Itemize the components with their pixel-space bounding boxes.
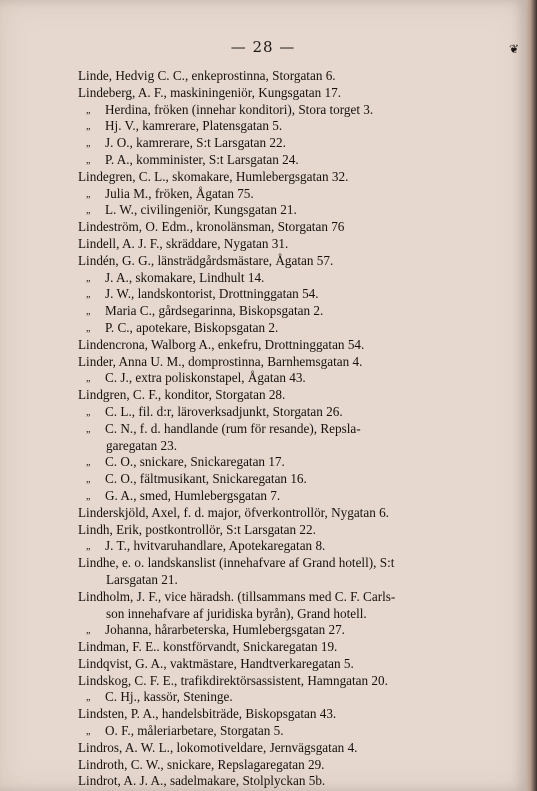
ditto-mark: „: [86, 490, 91, 502]
ditto-mark: „: [86, 138, 91, 150]
entry-text: J. T., hvitvaruhandlare, Apotekaregatan 8.: [105, 538, 326, 554]
directory-entry: [0, 135, 526, 152]
directory-entry: [0, 404, 526, 421]
directory-entry: [0, 740, 526, 757]
entry-text: O. F., måleriarbetare, Storgatan 5.: [105, 723, 284, 739]
directory-entry: [0, 656, 526, 673]
directory-entry: [0, 689, 526, 706]
entry-text: C. Hj., kassör, Steninge.: [105, 689, 233, 705]
directory-entry: [0, 555, 526, 572]
directory-entry: [0, 673, 526, 690]
page-number: — 28 —: [230, 38, 296, 56]
directory-entry: [0, 337, 526, 354]
directory-entry: [0, 186, 526, 203]
entry-text: Hj. V., kamrerare, Platensgatan 5.: [105, 118, 283, 134]
ditto-mark: „: [86, 289, 91, 301]
entry-text: C. N., f. d. handlande (rum för resande), Repsla-: [105, 420, 361, 436]
entry-text: Lindroth, C. W., snickare, Repslagaregatan 29.: [78, 756, 325, 772]
entry-text: J. A., skomakare, Lindhult 14.: [105, 269, 265, 285]
ditto-mark: „: [86, 306, 91, 318]
ditto-mark: „: [86, 121, 91, 133]
directory-entry: [0, 606, 526, 623]
entry-text: G. A., smed, Humlebergsgatan 7.: [105, 487, 281, 503]
entry-text: L. W., civilingeniör, Kungsgatan 21.: [105, 202, 297, 218]
entry-text: Julia M., fröken, Ågatan 75.: [105, 185, 254, 201]
directory-entry: [0, 572, 526, 589]
entry-text: Lindsten, P. A., handelsbiträde, Biskopsgatan 43.: [78, 706, 337, 722]
directory-entry: [0, 354, 526, 371]
directory-entry: [0, 438, 526, 455]
ditto-mark: „: [86, 205, 91, 217]
directory-entry: [0, 370, 526, 387]
directory-entry: [0, 639, 526, 656]
ditto-mark: „: [86, 457, 91, 469]
directory-entries: [0, 68, 526, 790]
entry-text: Lindrot, A. J. A., sadelmakare, Stolplyckan 5b.: [78, 773, 326, 789]
entry-text: Lindegren, C. L., skomakare, Humlebergsgatan 32.: [78, 168, 349, 184]
entry-text: C. O., fältmusikant, Snickaregatan 16.: [105, 471, 307, 487]
entry-text: Lindqvist, G. A., vaktmästare, Handtverkaregatan 5.: [78, 655, 354, 671]
entry-text: J. O., kamrerare, S:t Larsgatan 22.: [105, 135, 286, 151]
entry-text: Lindman, F. E.. konstförvandt, Snickaregatan 19.: [78, 639, 338, 655]
entry-text: Linde, Hedvig C. C., enkeprostinna, Storgatan 6.: [78, 68, 336, 83]
adjacent-page-edge: [526, 0, 537, 791]
entry-text: P. A., komminister, S:t Larsgatan 24.: [105, 151, 299, 167]
directory-entry: [0, 706, 526, 723]
entry-text: C. L., fil. d:r, läroverksadjunkt, Storgatan 26.: [105, 403, 343, 419]
directory-entry: [0, 320, 526, 337]
directory-entry: [0, 303, 526, 320]
ditto-mark: „: [86, 474, 91, 486]
directory-entry: [0, 757, 526, 774]
ditto-mark: „: [86, 154, 91, 166]
entry-text: C. O., snickare, Snickaregatan 17.: [105, 454, 285, 470]
ditto-mark: „: [86, 625, 91, 637]
ditto-mark: „: [86, 406, 91, 418]
directory-entry: [0, 152, 526, 169]
ditto-mark: „: [86, 188, 91, 200]
entry-text: Lindskog, C. F. E., trafikdirektörsassistent, Hamngatan 20.: [78, 672, 388, 688]
directory-entry: [0, 387, 526, 404]
entry-text: Maria C., gårdsegarinna, Biskopsgatan 2.: [105, 303, 324, 319]
entry-text: Herdina, fröken (innehar konditori), Stora torget 3.: [105, 101, 374, 117]
directory-entry: [0, 622, 526, 639]
entry-text: Linderskjöld, Axel, f. d. major, öfverkontrollör, Nygatan 6.: [78, 504, 389, 520]
entry-text: P. C., apotekare, Biskopsgatan 2.: [105, 319, 279, 335]
directory-entry: [0, 773, 526, 790]
directory-entry: [0, 68, 526, 85]
directory-entry: [0, 270, 526, 287]
directory-entry: [0, 236, 526, 253]
entry-text: C. J., extra poliskonstapel, Ågatan 43.: [105, 370, 306, 386]
entry-text: Lindencrona, Walborg A., enkefru, Drottninggatan 54.: [78, 336, 365, 352]
ditto-mark: „: [86, 541, 91, 553]
ditto-mark: „: [86, 692, 91, 704]
entry-text: Lindell, A. J. F., skräddare, Nygatan 31.: [78, 235, 289, 251]
directory-entry: [0, 471, 526, 488]
directory-entry: [0, 454, 526, 471]
entry-text: Lindeberg, A. F., maskiningeniör, Kungsgatan 17.: [78, 84, 341, 100]
entry-text: Lindholm, J. F., vice häradsh. (tillsammans med C. F. Carls-: [78, 588, 396, 604]
directory-entry: [0, 219, 526, 236]
directory-entry: [0, 589, 526, 606]
entry-text: J. W., landskontorist, Drottninggatan 54.: [105, 286, 319, 302]
entry-text: garegatan 23.: [106, 437, 178, 453]
ditto-mark: „: [86, 423, 91, 435]
directory-entry: [0, 421, 526, 438]
directory-entry: [0, 505, 526, 522]
entry-text: Johanna, hårarbeterska, Humlebergsgatan 27.: [105, 622, 345, 638]
ditto-mark: „: [86, 272, 91, 284]
entry-text: Lindeström, O. Edm., kronolänsman, Storgatan 76: [78, 219, 345, 235]
directory-entry: [0, 488, 526, 505]
directory-entry: [0, 169, 526, 186]
entry-text: Larsgatan 21.: [106, 571, 178, 587]
directory-entry: [0, 538, 526, 555]
entry-text: Lindhe, e. o. landskanslist (innehafvare af Grand hotell), S:t: [78, 555, 395, 571]
directory-entry: [0, 118, 526, 135]
entry-text: Lindh, Erik, postkontrollör, S:t Larsgatan 22.: [78, 521, 316, 537]
directory-entry: [0, 202, 526, 219]
entry-text: son innehafvare af juridiska byrån), Grand hotell.: [106, 605, 367, 621]
directory-entry: [0, 102, 526, 119]
ditto-mark: „: [86, 322, 91, 334]
ditto-mark: „: [86, 104, 91, 116]
directory-entry: [0, 253, 526, 270]
entry-text: Lindgren, C. F., konditor, Storgatan 28.: [78, 387, 286, 403]
directory-entry: [0, 286, 526, 303]
entry-text: Lindén, G. G., länsträdgårdsmästare, Ågatan 57.: [78, 252, 334, 268]
entry-text: Linder, Anna U. M., domprostinna, Barnhemsgatan 4.: [78, 353, 363, 369]
ditto-mark: „: [86, 373, 91, 385]
entry-text: Lindros, A. W. L., lokomotiveldare, Jernvägsgatan 4.: [78, 739, 358, 755]
directory-entry: [0, 723, 526, 740]
directory-entry: [0, 85, 526, 102]
edge-ornament: ❦: [509, 42, 520, 56]
directory-entry: [0, 522, 526, 539]
ditto-mark: „: [86, 726, 91, 738]
